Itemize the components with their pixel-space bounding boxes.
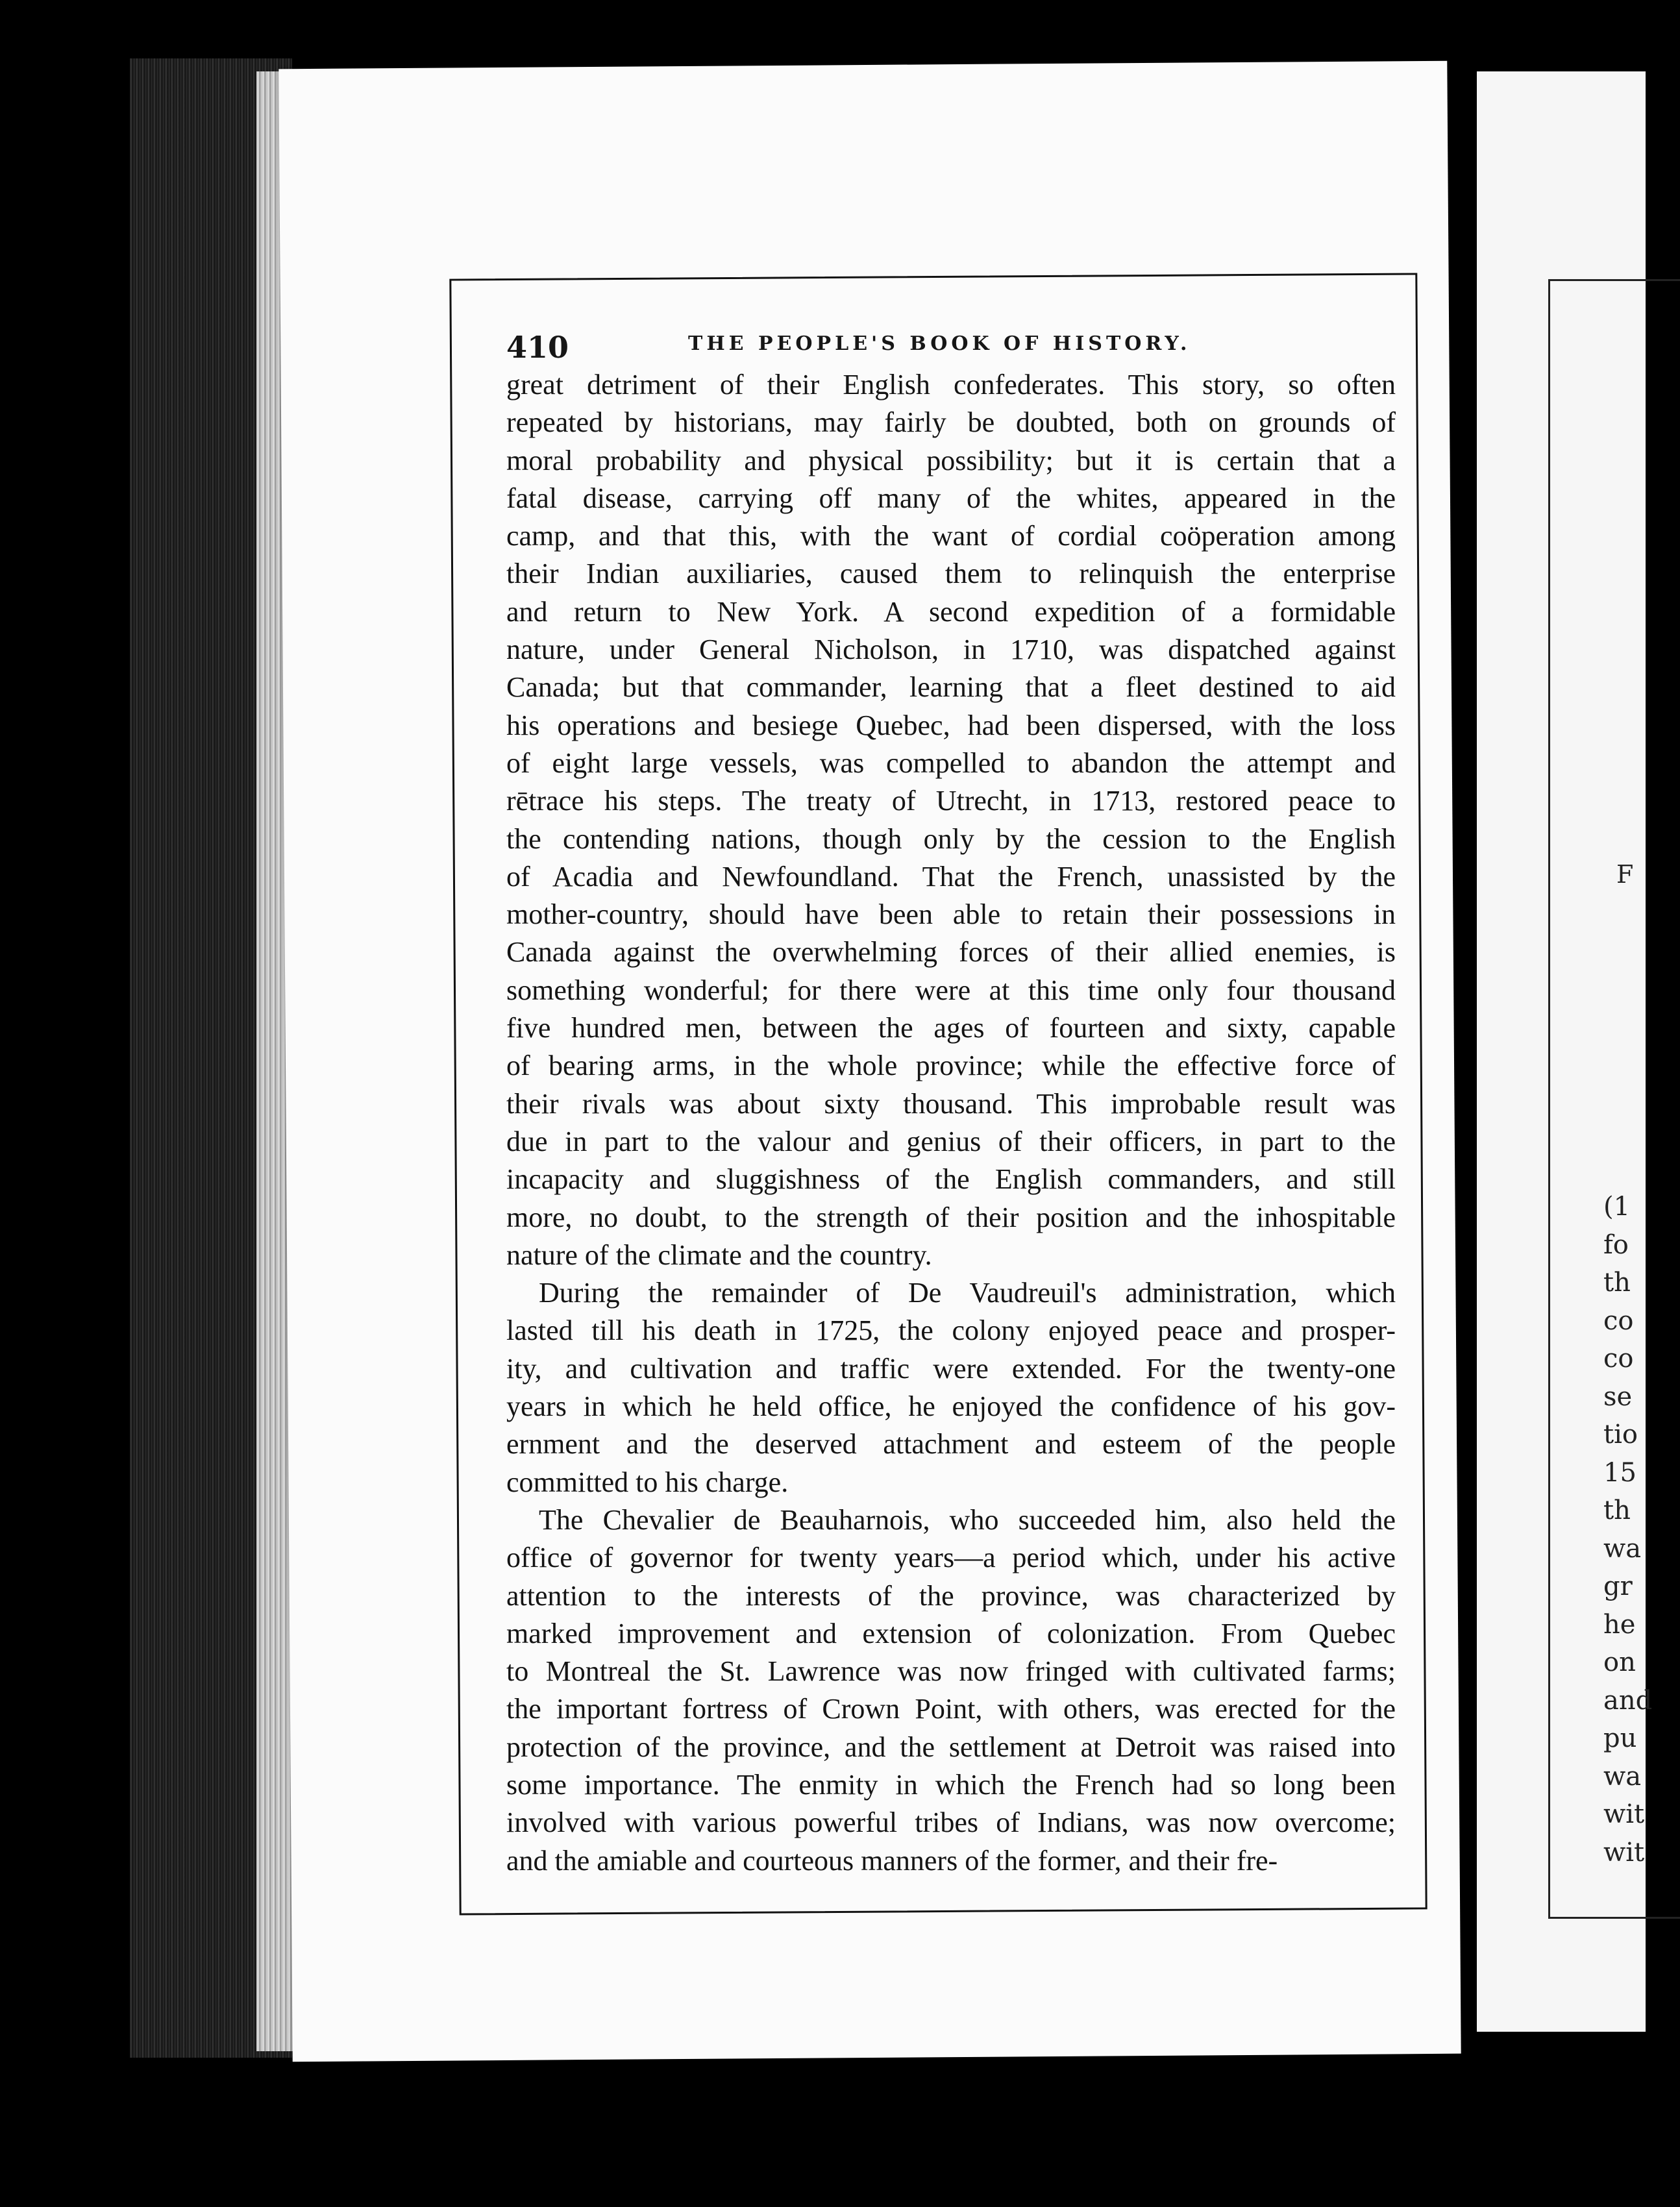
text-line: fatal disease, carrying off many of the whites, appeared in the [506,482,1396,514]
facing-page-fragment: on [1603,1647,1636,1677]
text-line: Canada against the overwhelming forces of their allied enemies, is [506,936,1396,968]
text-line: mother-country, should have been able to retain their possessions in [506,898,1396,931]
text-line: of Acadia and Newfoundland. That the French, unassisted by the [506,860,1396,893]
text-line: moral probability and physical possibility; but it is certain that a [506,444,1396,476]
text-line: five hundred men, between the ages of fourteen and sixty, capable [506,1012,1396,1044]
text-line: to Montreal the St. Lawrence was now fringed with cultivated farms; [506,1655,1396,1688]
facing-page-fragment: co [1603,1344,1634,1374]
text-line: Canada; but that commander, learning that a fleet destined to aid [506,671,1396,704]
body-text [506,366,1396,1880]
text-line: due in part to the valour and genius of their officers, in part to the [506,1125,1396,1157]
text-line: ity, and cultivation and traffic were extended. For the twenty-one [506,1352,1396,1385]
text-line: the important fortress of Crown Point, with others, was erected for the [506,1693,1396,1725]
facing-page-mark: F [1616,860,1634,889]
text-line: more, no doubt, to the strength of their position and the inhospitable [506,1201,1396,1233]
facing-page-fragment: wa [1603,1533,1642,1564]
text-line: great detriment of their English confederates. This story, so often [506,369,1396,401]
facing-page-fragment: (1 [1603,1192,1631,1222]
text-line: ernment and the deserved attachment and esteem of the people [506,1428,1396,1461]
text-line: the contending nations, though only by the cession to the English [506,822,1396,855]
text-line: their rivals was about sixty thousand. This improbable result was [506,1087,1396,1120]
text-line: protection of the province, and the settlement at Detroit was raised into [506,1731,1396,1763]
text-line: camp, and that this, with the want of cordial coöperation among [506,520,1396,552]
facing-page-fragment: tio [1603,1420,1638,1449]
facing-page-fragment: he [1603,1609,1636,1640]
facing-page-fragment: gr [1603,1572,1633,1601]
facing-page-fragment: th [1603,1268,1631,1298]
text-line: years in which he held office, he enjoyed the confidence of his gov- [506,1390,1396,1423]
text-line: of bearing arms, in the whole province; while the effective force of [506,1050,1396,1082]
text-line: and the amiable and courteous manners of the former, and their fre- [506,1844,1278,1877]
facing-page-fragment: pu [1603,1723,1637,1753]
text-line: committed to his charge. [506,1466,789,1498]
text-line: attention to the interests of the province, was characterized by [506,1579,1396,1612]
facing-page-fragment: se [1603,1381,1633,1412]
text-line: repeated by historians, may fairly be doubted, both on grounds of [506,406,1396,439]
text-block [506,318,1396,1880]
text-line: some importance. The enmity in which the French had so long been [506,1768,1396,1801]
facing-page-fragment: th [1603,1496,1631,1525]
text-line: of eight large vessels, was compelled to abandon the attempt and [506,746,1396,779]
text-line: nature of the climate and the country. [506,1239,932,1271]
facing-page-fragment: 15 [1603,1457,1637,1488]
text-line: The Chevalier de Beauharnois, who succeeded him, also held the [539,1503,1396,1536]
text-line: marked improvement and extension of colonization. From Quebec [506,1617,1396,1649]
text-line: involved with various powerful tribes of Indians, was now overcome; [506,1806,1396,1839]
text-line: something wonderful; for there were at this time only four thousand [506,974,1396,1006]
text-line: his operations and besiege Quebec, had been dispersed, with the loss [506,709,1396,741]
facing-page-fragment: fo [1603,1229,1629,1260]
text-line: their Indian auxiliaries, caused them to relinquish the enterprise [506,558,1396,590]
text-line: office of governor for twenty years—a period which, under his active [506,1542,1396,1574]
page-number: 410 [506,330,569,365]
text-line: nature, under General Nicholson, in 1710, was dispatched against [506,634,1396,666]
text-line: incapacity and sluggishness of the English commanders, and still [506,1163,1396,1196]
facing-page-fragment: wa [1603,1761,1642,1792]
text-line: lasted till his death in 1725, the colony enjoyed peace and prosper- [506,1314,1396,1347]
facing-page-fragment: wit [1603,1799,1645,1829]
text-line: and return to New York. A second expedition of a formidable [506,595,1396,628]
facing-page-fragment: co [1603,1305,1634,1336]
facing-page-text-fragments [1603,1188,1653,1871]
running-title: THE PEOPLE'S BOOK OF HISTORY. [688,332,1191,355]
facing-page-fragment: wit [1603,1837,1645,1868]
running-head [506,318,1396,364]
facing-page-fragment: and [1603,1685,1653,1716]
text-line: rētrace his steps. The treaty of Utrecht, in 1713, restored peace to [506,785,1396,817]
text-line: During the remainder of De Vaudreuil's administration, which [539,1277,1396,1309]
